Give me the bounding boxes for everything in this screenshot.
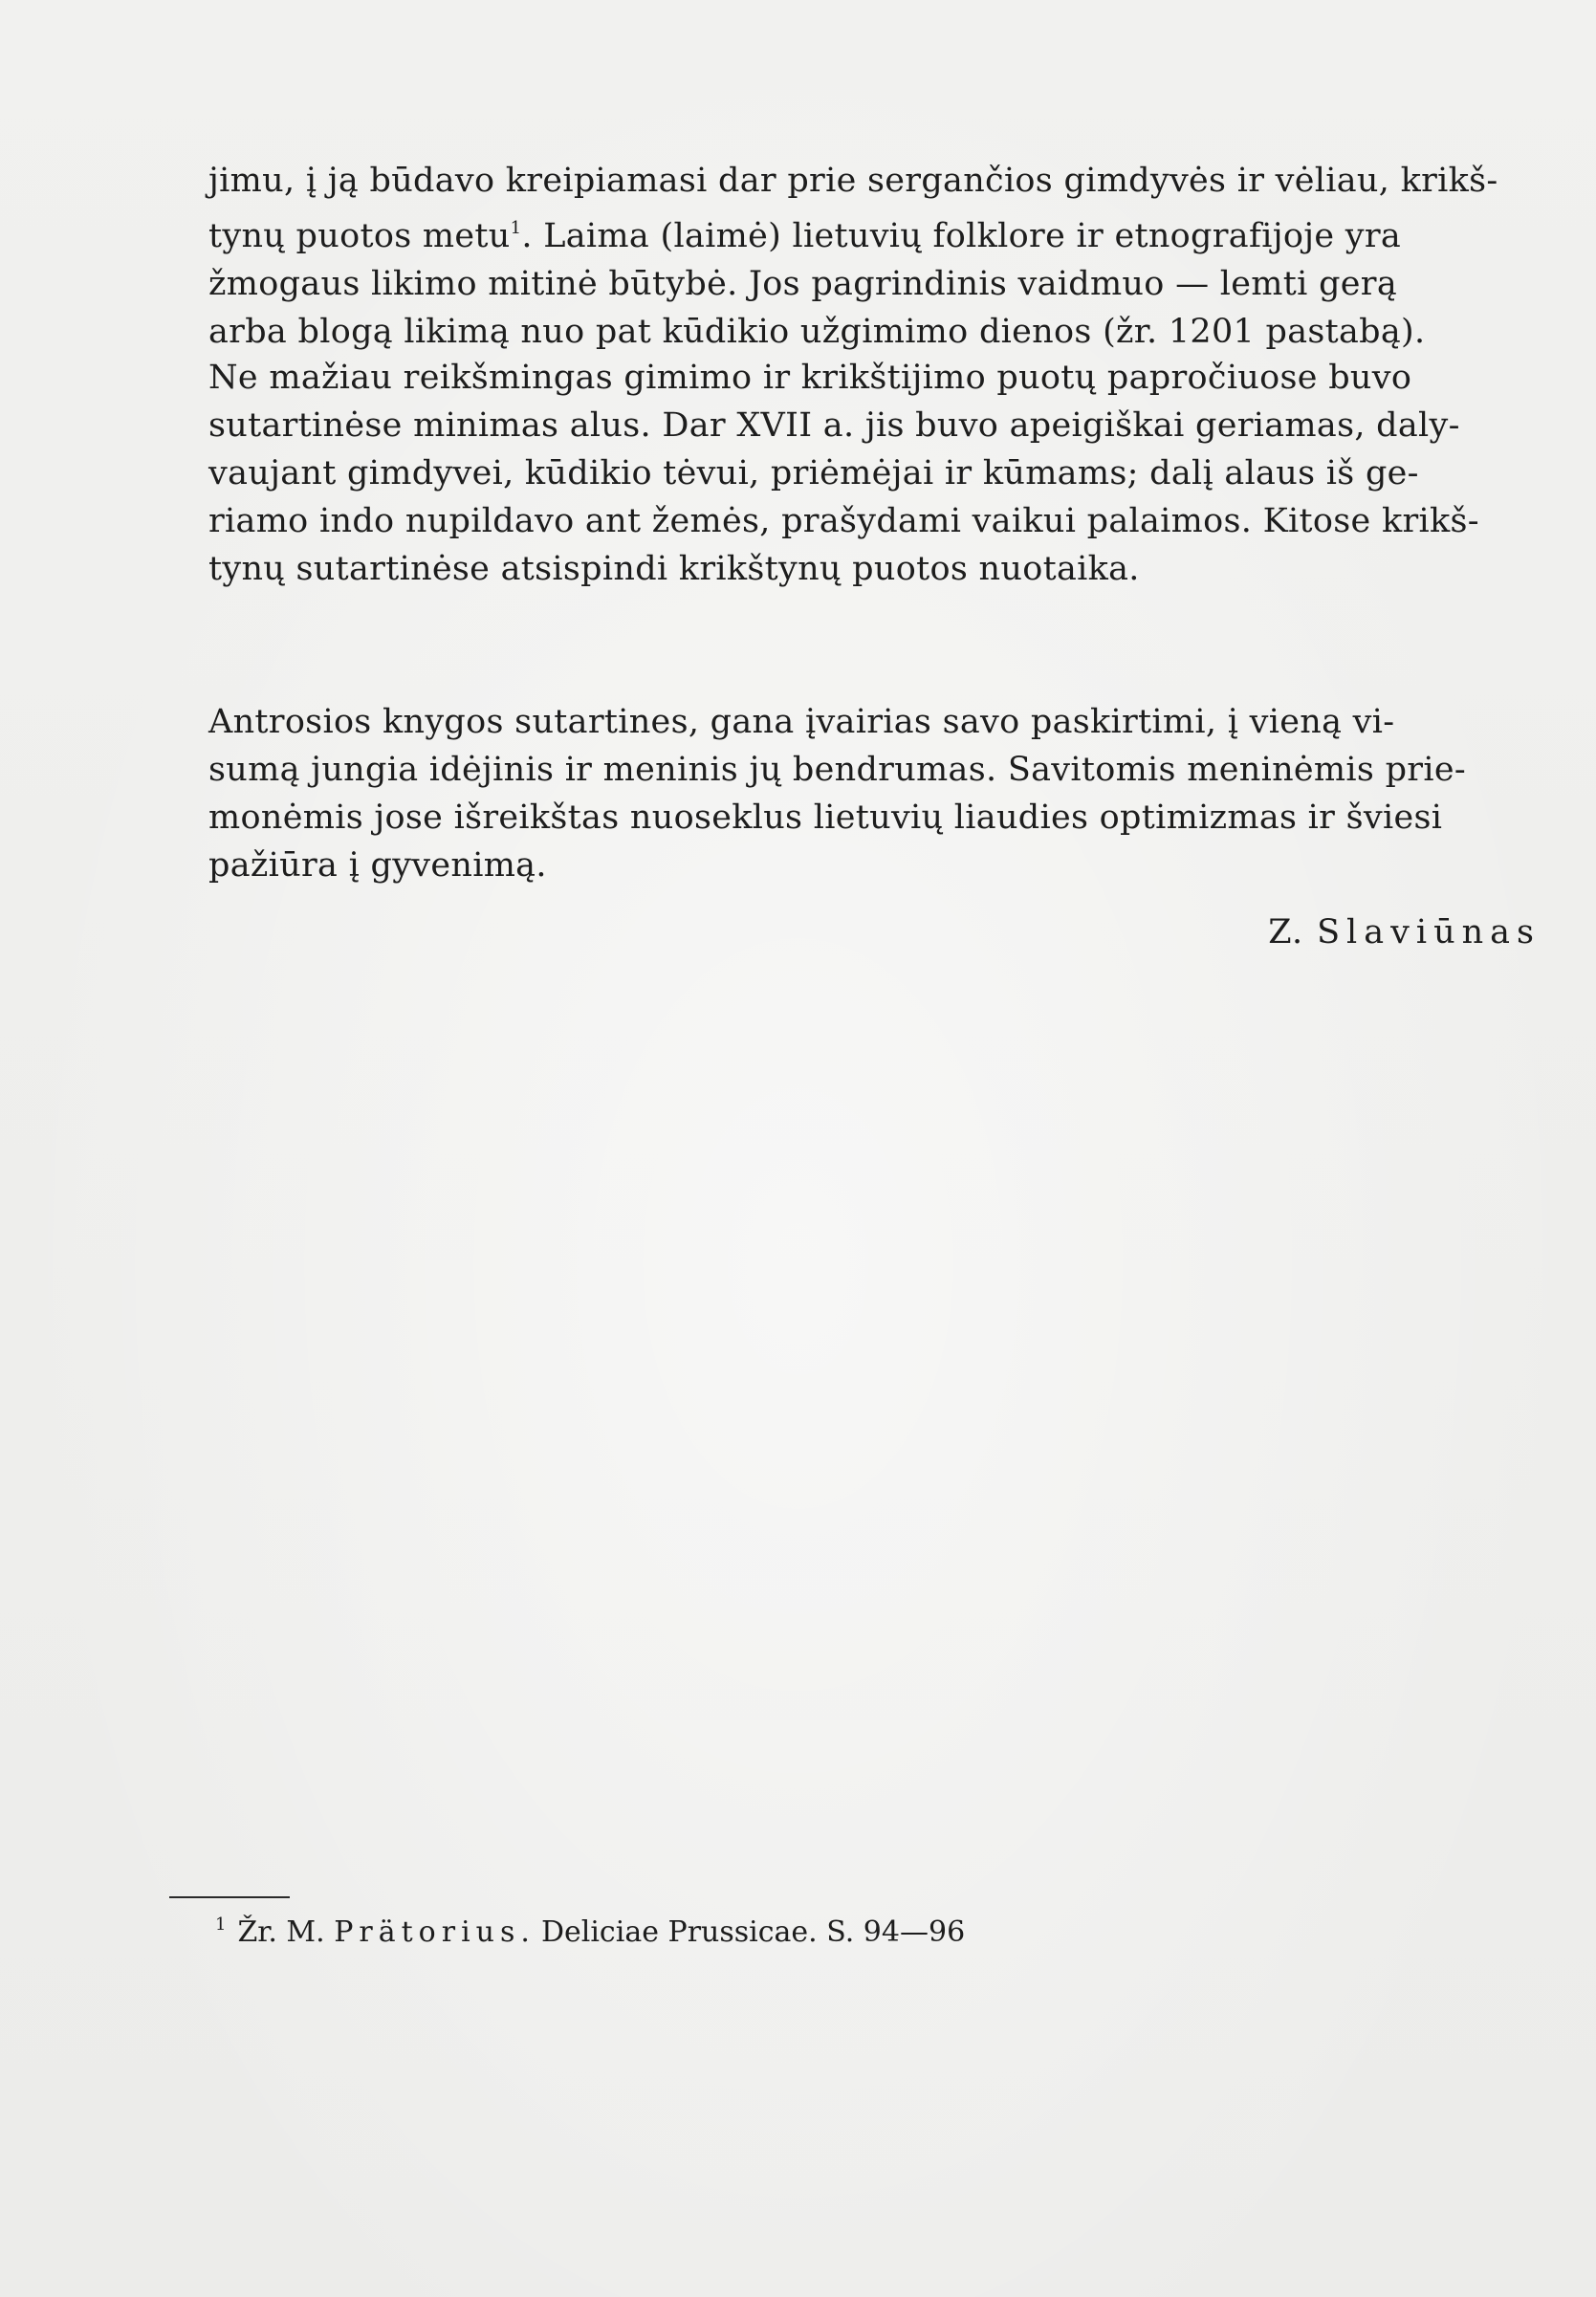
text-line: žmogaus likimo mitinė būtybė. Jos pagrindinis vaidmuo — lemti gerą: [208, 265, 1397, 303]
footnote-reference: 1: [510, 218, 522, 238]
text-line: [208, 205, 1536, 260]
footnote-author: Prätorius.: [334, 1915, 536, 1949]
footnote-prefix: Žr. M.: [237, 1915, 325, 1949]
text-line: monėmis jose išreikštas nuoseklus lietuvių liaudies optimizmas ir šviesi: [208, 798, 1443, 837]
signature-initial: Z.: [1268, 913, 1304, 952]
paragraph-alus: [208, 354, 1536, 593]
author-signature: [1268, 913, 1541, 952]
text-line: sutartinėse minimas alus. Dar XVII a. jis buvo apeigiškai geriamas, daly-: [208, 406, 1460, 445]
paragraph-conclusion: [208, 698, 1536, 889]
text-line: sumą jungia idėjinis ir meninis jų bendrumas. Savitomis meninėmis prie-: [208, 751, 1466, 789]
footnote-divider: [169, 1896, 290, 1898]
text-line: tynų sutartinėse atsispindi krikštynų puotos nuotaika.: [208, 550, 1140, 588]
text-line: Antrosios knygos sutartines, gana įvairias savo paskirtimi, į vieną vi-: [208, 703, 1395, 741]
text-fragment: tynų puotos metu: [208, 217, 511, 255]
text-fragment: . Laima (laimė) lietuvių folklore ir etnografijoje yra: [521, 217, 1402, 255]
text-line: riamo indo nupildavo ant žemės, prašydami vaikui palaimos. Kitose krikš-: [208, 502, 1479, 540]
text-line: pažiūra į gyvenimą.: [208, 846, 547, 885]
text-line: vaujant gimdyvei, kūdikio tėvui, priėmėjai ir kūmams; dalį alaus iš ge-: [208, 454, 1419, 492]
text-fragment: Ne mažiau reikšmingas gimimo ir krikštijimo puotų papročiuose buvo: [208, 359, 1412, 397]
footnote: [215, 1914, 965, 1956]
text-line: jimu, į ją būdavo kreipiamasi dar prie sergančios gimdyvės ir vėliau, krikš-: [208, 162, 1498, 200]
paragraph-laima: [208, 157, 1536, 356]
signature-surname: Slaviūnas: [1317, 913, 1541, 952]
text-line: arba blogą likimą nuo pat kūdikio užgimimo dienos (žr. 1201 pastabą).: [208, 313, 1426, 351]
text-line: [208, 354, 1536, 402]
footnote-mark: 1: [215, 1914, 227, 1935]
footnote-title: Deliciae Prussicae. S. 94—96: [540, 1915, 966, 1949]
